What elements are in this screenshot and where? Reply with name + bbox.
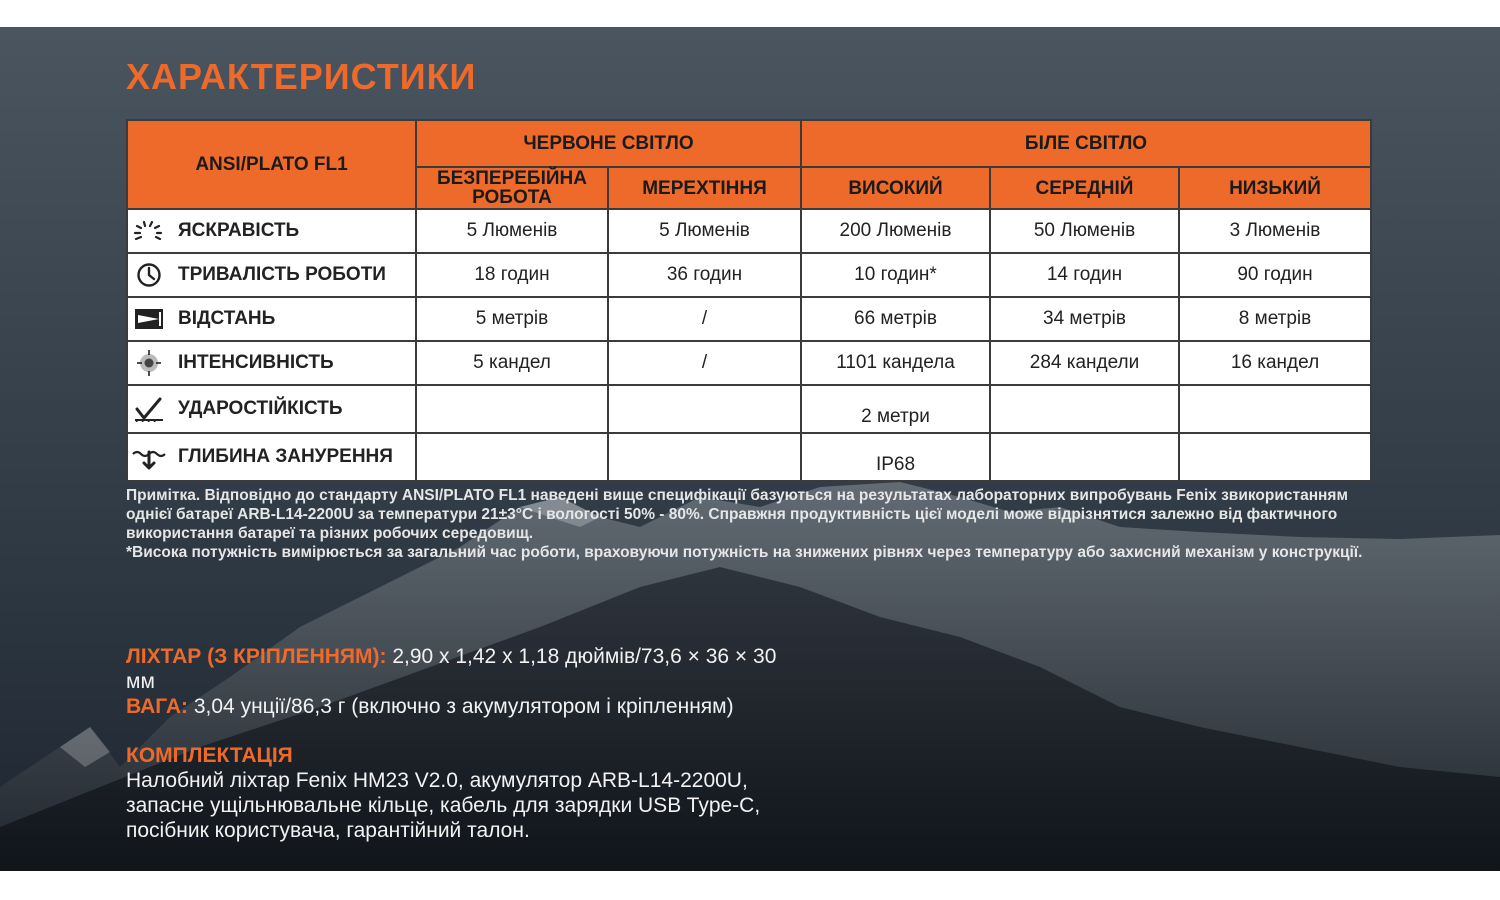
cell-value: 66 метрів [801,297,990,341]
footnote-asterisk: *Висока потужність вимірюється за загальний час роботи, враховуючи потужність на знижених рівнях через температуру або захисний механізм у конструкції. [126,544,1363,561]
cell-value: 90 годин [1179,253,1371,297]
mode-red-flash: МЕРЕХТІННЯ [608,167,801,209]
row-label-distance: ВІДСТАНЬ [127,297,416,341]
cell-empty [608,385,801,433]
cell-value: 16 кандел [1179,341,1371,385]
cell-value: 8 метрів [1179,297,1371,341]
dimensions-label: ЛІХТАР (З КРІПЛЕННЯМ): [126,645,387,668]
brightness-icon [132,218,166,244]
cell-value: 284 кандели [990,341,1179,385]
cell-value: 50 Люменів [990,209,1179,253]
specs-block [126,644,806,719]
cell-value: 10 годин* [801,253,990,297]
cell-value: 200 Люменів [801,209,990,253]
cell-value: IP68 [801,433,990,481]
table-row [127,341,1371,385]
dimensions-line [126,644,806,694]
weight-label: ВАГА: [126,695,189,718]
weight-line [126,694,806,719]
cell-value: 5 кандел [416,341,608,385]
cell-empty [1179,385,1371,433]
dimensions-value: 2,90 x 1,42 x 1,18 дюймів/73,6 × 36 × 30 мм [126,645,777,693]
cell-value: / [608,297,801,341]
cell-empty [416,385,608,433]
page-title: ХАРАКТЕРИСТИКИ [126,56,477,97]
mode-high: ВИСОКИЙ [801,167,990,209]
impact-icon [132,396,166,422]
footnote-main: Примітка. Відповідно до стандарту ANSI/PLATO FL1 наведені вище специфікації базуються на результатах лабораторних випробувань Fenix звикористанням однієї батареї ARB-L14-2200U за температури 21±3°C і вологості 50% - 80%. Справжня продуктивність цієї моделі може відрізнятися залежно від фактичного використання батареї та різних робочих середовищ. [126,487,1348,542]
cell-value: 34 метрів [990,297,1179,341]
table-row [127,209,1371,253]
cell-value: 2 метри [801,385,990,433]
table-row [127,433,1371,481]
cell-empty [608,433,801,481]
cell-empty [416,433,608,481]
row-label-impact: УДАРОСТІЙКІСТЬ [127,385,416,433]
table-row [127,253,1371,297]
weight-value: 3,04 унції/86,3 г (включно з акумулятором і кріпленням) [188,695,734,718]
spec-table [126,119,1372,482]
cell-value: / [608,341,801,385]
footnote [126,486,1386,562]
mode-medium: СЕРЕДНІЙ [990,167,1179,209]
distance-icon [132,306,166,332]
table-row [127,385,1371,433]
cell-value: 5 Люменів [416,209,608,253]
row-label-runtime: ТРИВАЛІСТЬ РОБОТИ [127,253,416,297]
cell-value: 36 годин [608,253,801,297]
cell-value: 1101 кандела [801,341,990,385]
intensity-icon [132,350,166,376]
cell-empty [1179,433,1371,481]
row-label-brightness: ЯСКРАВІСТЬ [127,209,416,253]
red-light-header: ЧЕРВОНЕ СВІТЛО [416,120,801,167]
cell-value: 5 Люменів [608,209,801,253]
cell-empty [990,385,1179,433]
cell-value: 14 годин [990,253,1179,297]
white-light-header: БІЛЕ СВІТЛО [801,120,1371,167]
cell-value: 5 метрів [416,297,608,341]
package-heading: КОМПЛЕКТАЦІЯ [126,744,293,767]
cell-value: 18 годин [416,253,608,297]
clock-icon [132,262,166,288]
cell-value: 3 Люменів [1179,209,1371,253]
row-label-intensity: ІНТЕНСИВНІСТЬ [127,341,416,385]
corner-header: ANSI/PLATO FL1 [127,120,416,209]
mode-low: НИЗЬКИЙ [1179,167,1371,209]
package-text: Налобний ліхтар Fenix HM23 V2.0, акумулятор ARB-L14-2200U, запасне ущільнювальне кільце, кабель для зарядки USB Type-C, посібник користувача, гарантійний талон. [126,769,761,842]
package-block [126,743,766,843]
table-row [127,297,1371,341]
row-label-waterproof: ГЛИБИНА ЗАНУРЕННЯ [127,433,416,481]
cell-empty [990,433,1179,481]
waterproof-icon [132,444,166,470]
mode-red-continuous: БЕЗПЕРЕБІЙНА РОБОТА [416,167,608,209]
